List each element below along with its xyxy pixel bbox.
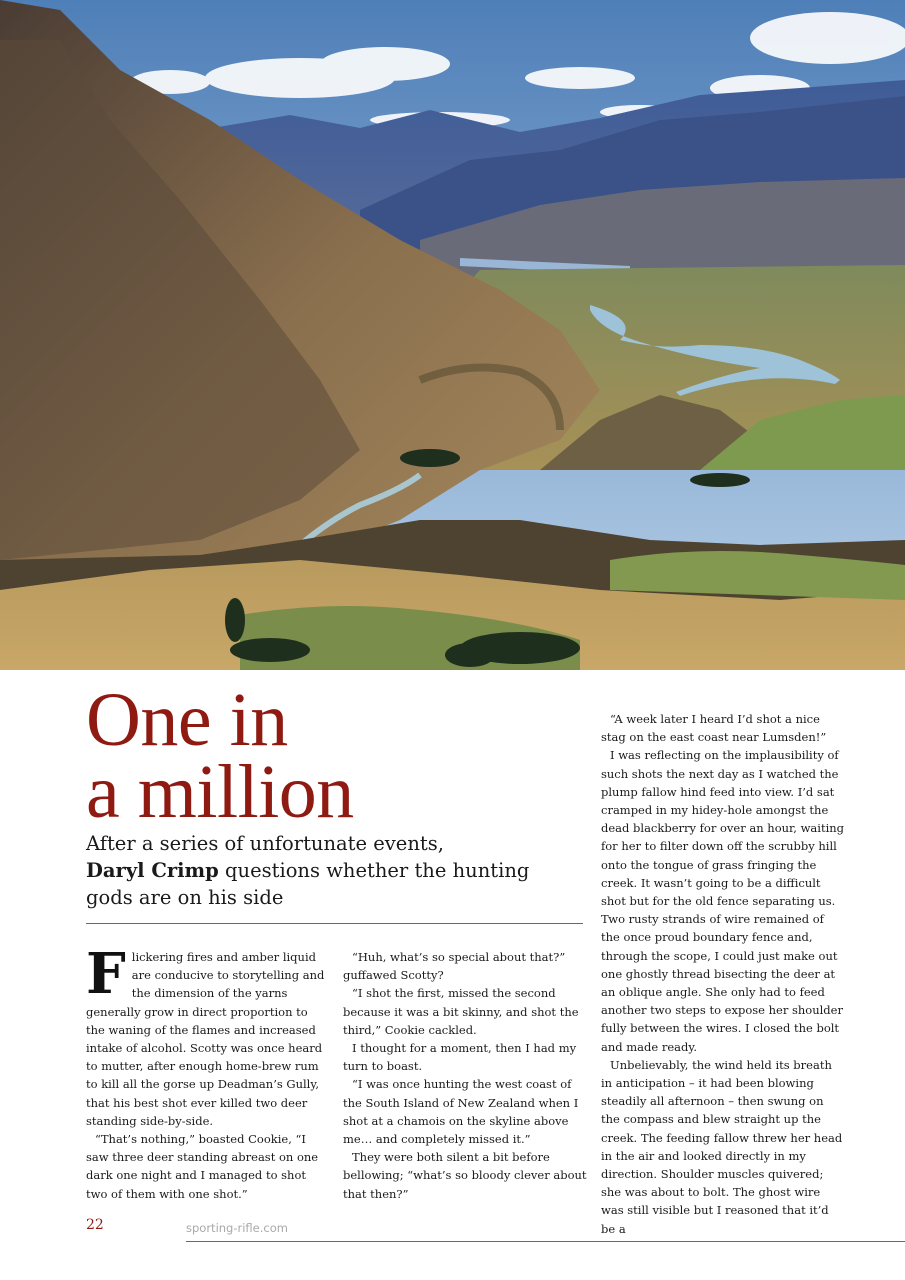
title-line-1: One in (86, 678, 288, 762)
drop-cap: F (86, 941, 126, 1007)
paragraph: I was reflecting on the implausibility of such shots the next day as I watched the plump fallow hind feed into view. I’d sat cramped in my hidey-hole amongst the dead blackberry for over an hour, waiting for her to filter down off the scrubby hill onto the tongue of grass fringing the creek. It wasn’t going to be a difficult shot but for the old fence separating us. Two rusty strands of wire remained of the once proud boundary fence and, through the scope, I could just make out one ghostly thread bisecting the deer at an oblique angle. She only had to feed another two steps to expose her shoulder fully between the wires. I closed the bolt and made ready. (601, 748, 845, 1054)
paragraph: They were both silent a bit before bellowing; “what’s so bloody clever about that then?” (343, 1150, 587, 1201)
paragraph: I thought for a moment, then I had my turn to boast. (343, 1041, 577, 1074)
title-divider (86, 923, 583, 924)
author-name: Daryl Crimp (86, 859, 219, 882)
paragraph: “I shot the first, missed the second because it was a bit skinny, and shot the third,” Cookie cackled. (343, 986, 579, 1037)
opening-paragraph (86, 941, 330, 1130)
standfirst-intro: After a series of unfortunate events, (86, 832, 444, 855)
paragraph: “I was once hunting the west coast of the South Island of New Zealand when I shot at a chamois on the skyline above me… and completely missed it.” (343, 1077, 579, 1147)
body-column-2 (343, 948, 587, 1203)
footer-website: sporting-rifle.com (186, 1221, 288, 1235)
standfirst-rest: questions whether the hunting gods are on his side (86, 859, 530, 909)
paragraph: “A week later I heard I’d shot a nice stag on the east coast near Lumsden!” (601, 712, 827, 745)
opening-text: lickering fires and amber liquid are conducive to storytelling and the dimension of the yarns generally grow in direct proportion to the waning of the flames and increased intake of alcohol. Scotty was once heard to mutter, after enough home-brew rum to kill all the gorse up Deadman’s Gully, that his best shot ever killed two deer standing side-by-side. (86, 950, 325, 1128)
paragraph: Unbelievably, the wind held its breath in anticipation – it had been blowing steadily all afternoon – then swung on the compass and blew straight up the creek. The feeding fallow threw her head in the air and looked directly in my direction. Shoulder muscles quivered; she was about to bolt. The ghost wire was still visible but I reasoned that it’d be a (601, 1057, 843, 1236)
article-standfirst (86, 830, 556, 911)
paragraph: “Huh, what’s so special about that?” guffawed Scotty? (343, 950, 566, 983)
body-column-3 (601, 710, 845, 1238)
page-number: 22 (86, 1217, 104, 1233)
paragraph: “That’s nothing,” boasted Cookie, “I saw three deer standing abreast on one dark one night and I managed to shot two of them with one shot.” (86, 1132, 319, 1201)
title-line-2: a million (86, 750, 354, 834)
footer-divider (186, 1241, 905, 1242)
article-title (86, 678, 354, 834)
body-column-1 (86, 941, 330, 1203)
